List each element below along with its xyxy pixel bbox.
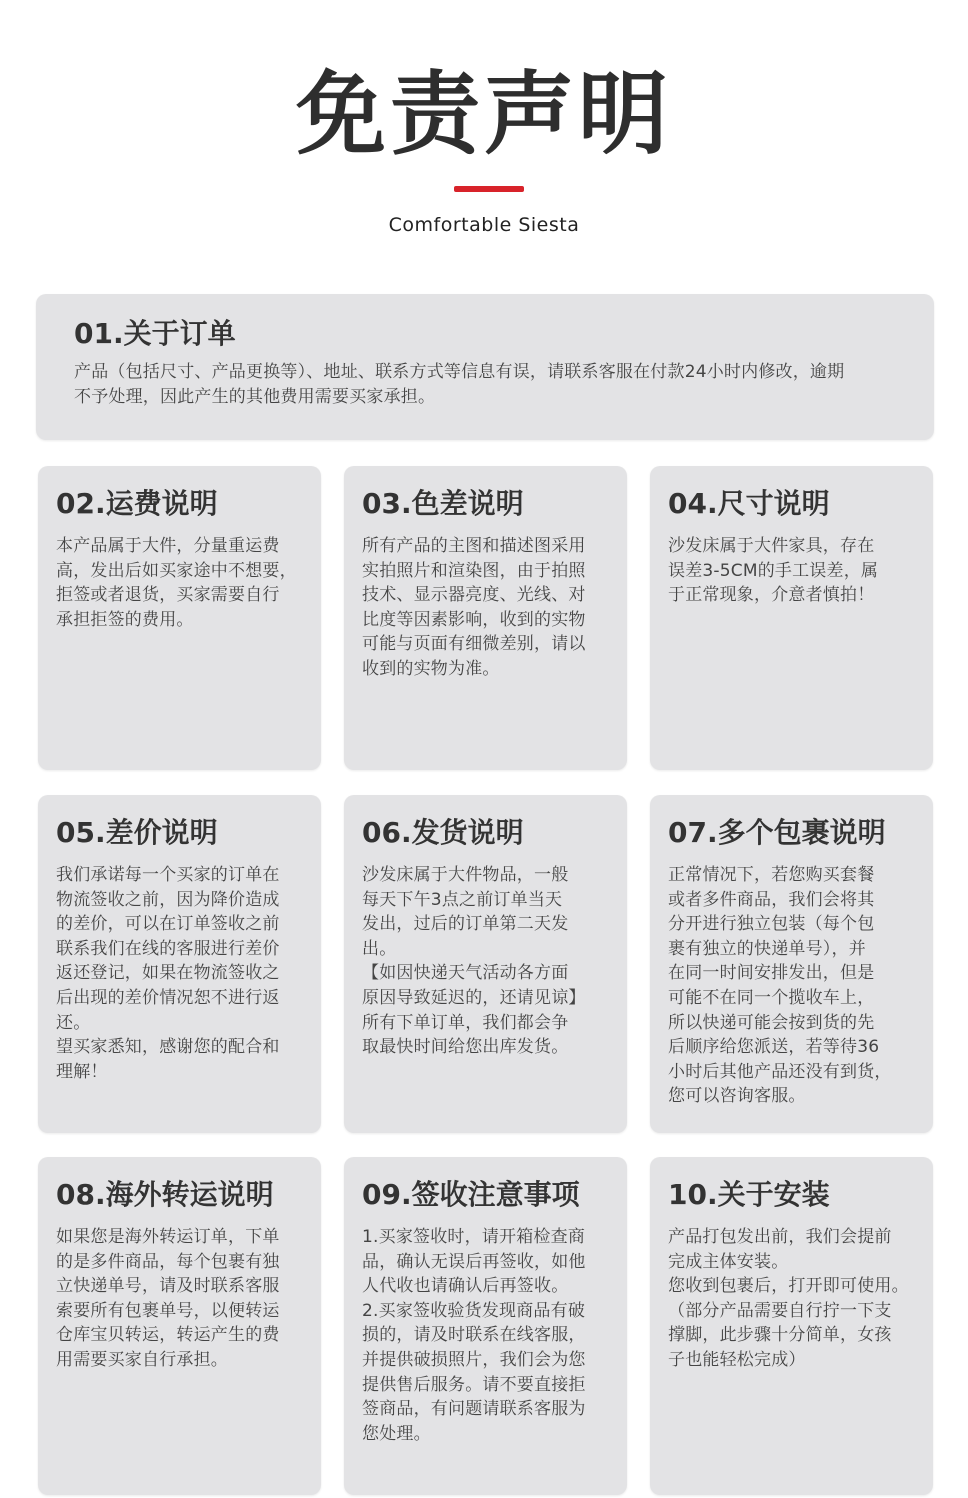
notice-card-installation [650, 1157, 933, 1495]
notice-card-price-difference [38, 795, 321, 1133]
card-body: 如果您是海外转运订单，下单 的是多件商品，每个包裹有独 立快递单号，请及时联系客服 索要所有包裹单号，以便转运 仓库宝贝转运，转运产生的费 用需要买家自行承担。 [56, 1227, 280, 1370]
notice-card-order [36, 294, 934, 440]
card-body: 沙发床属于大件家具，存在 误差3-5CM的手工误差，属 于正常现象，介意者慎拍！ [668, 536, 879, 606]
card-body: 产品打包发出前，我们会提前 完成主体安装。 您收到包裹后，打开即可使用。 （部分产品需要自行拧一下支 撑脚，此步骤十分简单，女孩 子也能轻松完成） [668, 1227, 909, 1370]
card-title: 10.关于安装 [668, 1178, 830, 1211]
card-title: 07.多个包裹说明 [668, 816, 886, 849]
card-title: 02.运费说明 [56, 487, 218, 520]
page-subtitle: Comfortable Siesta [388, 214, 580, 236]
notice-card-overseas-forwarding [38, 1157, 321, 1495]
card-body: 沙发床属于大件物品，一般 每天下午3点之前订单当天 发出，过后的订单第二天发 出。 【如因快递天气活动各方面 原因导致延迟的，还请见谅】 所有下单订单，我们都会争 取最快时间给您出库发货。 [362, 865, 586, 1058]
card-title: 03.色差说明 [362, 487, 524, 520]
notice-card-size [650, 466, 933, 770]
card-body: 产品（包括尺寸、产品更换等）、地址、联系方式等信息有误，请联系客服在付款24小时内修改，逾期 不予处理，因此产生的其他费用需要买家承担。 [74, 362, 845, 407]
card-body: 我们承诺每一个买家的订单在 物流签收之前，因为降价造成 的差价，可以在订单签收之前 联系我们在线的客服进行差价 返还登记，如果在物流签收之 后出现的差价情况恕不进行返 还。 望买家悉知，感谢您的配合和 理解！ [56, 865, 280, 1082]
notice-card-multiple-packages [650, 795, 933, 1133]
notice-card-delivery [344, 795, 627, 1133]
card-title: 01.关于订单 [74, 317, 236, 350]
card-body: 1.买家签收时，请开箱检查商 品，确认无误后再签收，如他 人代收也请确认后再签收。 2.买家签收验货发现商品有破 损的，请及时联系在线客服， 并提供破损照片，我们会为您 提供售后服务。请不要直接拒 签商品，有问题请联系客服为 您处理。 [362, 1227, 586, 1444]
notice-card-shipping-fee [38, 466, 321, 770]
card-body: 正常情况下，若您购买套餐 或者多件商品，我们会将其 分开进行独立包装（每个包 裹有独立的快递单号），并 在同一时间安排发出，但是 可能不在同一个揽收车上， 所以快递可能会按到货的先 后顺序给您派送，若等待36 小时后其他产品还没有到货， 您可以咨询客服。 [668, 865, 892, 1107]
card-title: 06.发货说明 [362, 816, 524, 849]
title-divider [454, 186, 524, 192]
card-body: 所有产品的主图和描述图采用 实拍照片和渲染图，由于拍照 技术、显示器亮度、光线、对 比度等因素影响，收到的实物 可能与页面有细微差别，请以 收到的实物为准。 [362, 536, 586, 679]
card-title: 08.海外转运说明 [56, 1178, 274, 1211]
notice-card-color-difference [344, 466, 627, 770]
notice-card-receipt [344, 1157, 627, 1495]
page-header [0, 0, 968, 270]
card-title: 09.签收注意事项 [362, 1178, 580, 1211]
card-title: 05.差价说明 [56, 816, 218, 849]
card-body: 本产品属于大件，分量重运费 高，发出后如买家途中不想要， 拒签或者退货，买家需要自行 承担拒签的费用。 [56, 536, 297, 630]
page-title: 免责声明 [296, 62, 672, 167]
card-title: 04.尺寸说明 [668, 487, 830, 520]
